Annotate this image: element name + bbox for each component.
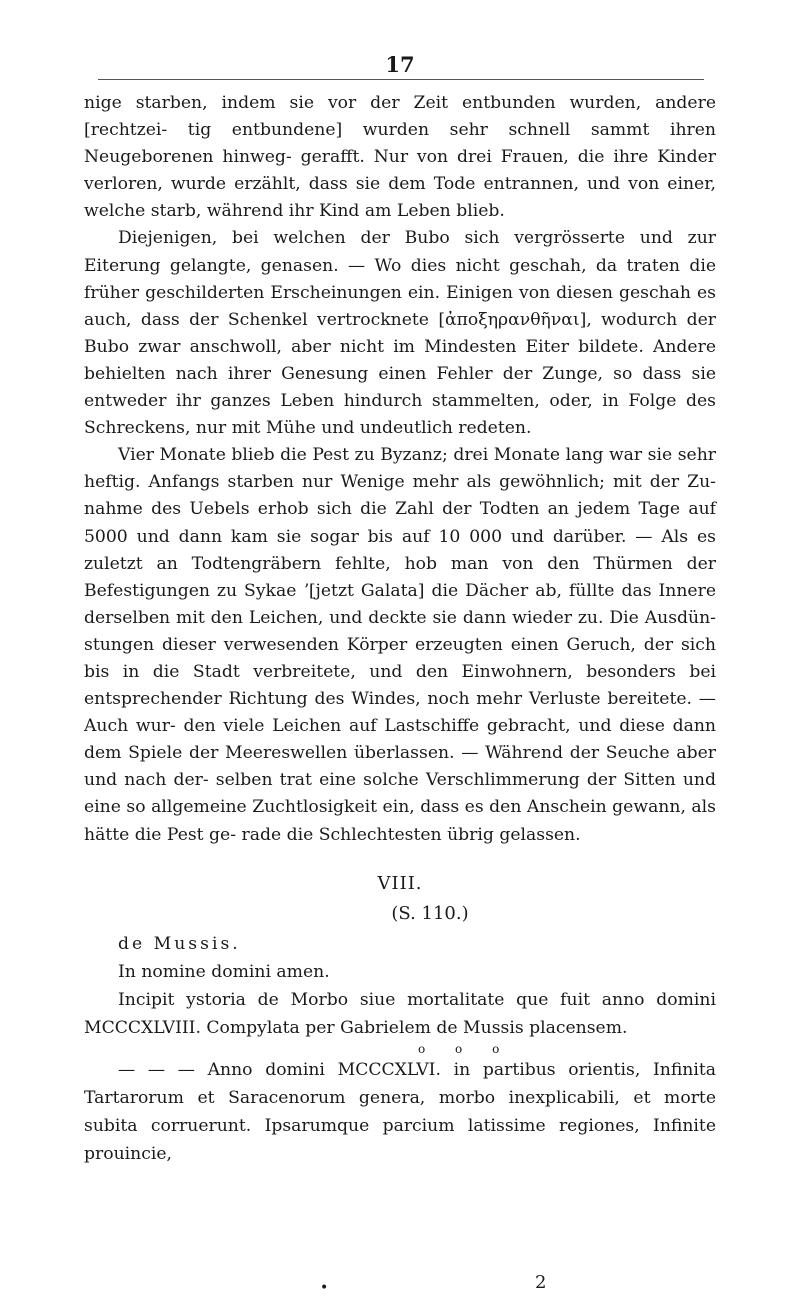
paragraph-3: Vier Monate blieb die Pest zu Byzanz; drei Monate lang war sie sehr heftig. Anfangs starben nur Wenige mehr als gewöhnlich; mit der Zu- nahme des Uebels erhob sich die Zahl der Todten an jedem Tage auf 5000 und dann kam sie sogar bis auf 10 000 und darüber. — Als es zuletzt an Todtengräbern fehlte, hob man von den Thürmen der Befestigungen zu Sykae ʼ[jetzt Galata] die Dächer ab, füllte das Innere derselben mit den Leichen, und deckte sie dann wieder zu. Die Ausdün- stungen dieser verwesenden Körper erzeugten einen Geruch, der sich bis in die Stadt verbreitete, und den Einwohnern, besonders bei entsprechender Richtung des Windes, noch mehr Verluste bereitete. — Auch wur- den viele Leichen auf Lastschiffe gebracht, und diese dann dem Spiele der Meereswellen überlassen. — Während der Seuche aber und nach der- selben trat eine solche Verschlimmerung der Sitten und eine so allgemeine Zuchtlosigkeit ein, dass es den Anschein gewann, als hätte die Pest ge- rade die Schlechtesten übrig gelassen. [84, 445, 716, 845]
signature-mark [0, 1272, 800, 1296]
anno-text: Anno domini MCCCXLVI. in partibus orientis, Infinita Tartarorum et Saracenorum genera, morbo inexplicabili, et morte subita corruerunt. Ipsarumque parcium latissime regiones, Infinite prouincie, [84, 1059, 717, 1164]
paragraph-1: nige starben, indem sie vor der Zeit entbunden wurden, andere [rechtzei- tig entbundene] wurden sehr schnell sammt ihren Neugeborenen hinweg- gerafft. Nur von drei Frauen, die ihre Kinder verloren, wurde erzählt, dass sie dem Tode entrannen, und von einer, welche starb, während ihr Kind am Leben blieb. [84, 93, 716, 222]
latin-invocation: In nomine domini amen. [118, 961, 330, 982]
section-author: de Mussis. [118, 933, 241, 954]
paragraph-2: Diejenigen, bei welchen der Bubo sich vergrösserte und zur Eiterung gelangte, genasen. — Wo dies nicht geschah, da traten die früher geschilderten Erscheinungen ein. Einigen von diesen geschah es auch, dass der Schenkel vertrocknete [ἀποξηρανθῆναι], wodurch der Bubo zwar anschwoll, aber nicht im Mindesten Eiter bildete. Andere behielten nach ihrer Genesung einen Fehler der Zunge, so dass sie entweder ihr ganzes Leben hindurch stammelten, oder, in Folge des Schreckens, nur mit Mühe und undeutlich redeten. [84, 228, 716, 439]
anno-dashes: — — — [118, 1059, 195, 1080]
page-number: 17 [385, 52, 415, 77]
section-reference: (S. 110.) [391, 902, 469, 924]
signature-number: 2 [535, 1272, 547, 1293]
body-text [84, 90, 716, 1168]
header-rule [98, 79, 704, 80]
latin-anno-paragraph [84, 1056, 716, 1168]
latin-incipit: Incipit ystoria de Morbo siue mortalitate que fuit anno domini MCCCXLVIII. Compylata per Gabrielem de Mussis placensem. [84, 989, 716, 1038]
signature-dot: • [320, 1280, 329, 1296]
latin-text [84, 958, 716, 1168]
section-number: VIII. [377, 872, 423, 894]
latin-superscript: o o o [418, 1041, 513, 1056]
